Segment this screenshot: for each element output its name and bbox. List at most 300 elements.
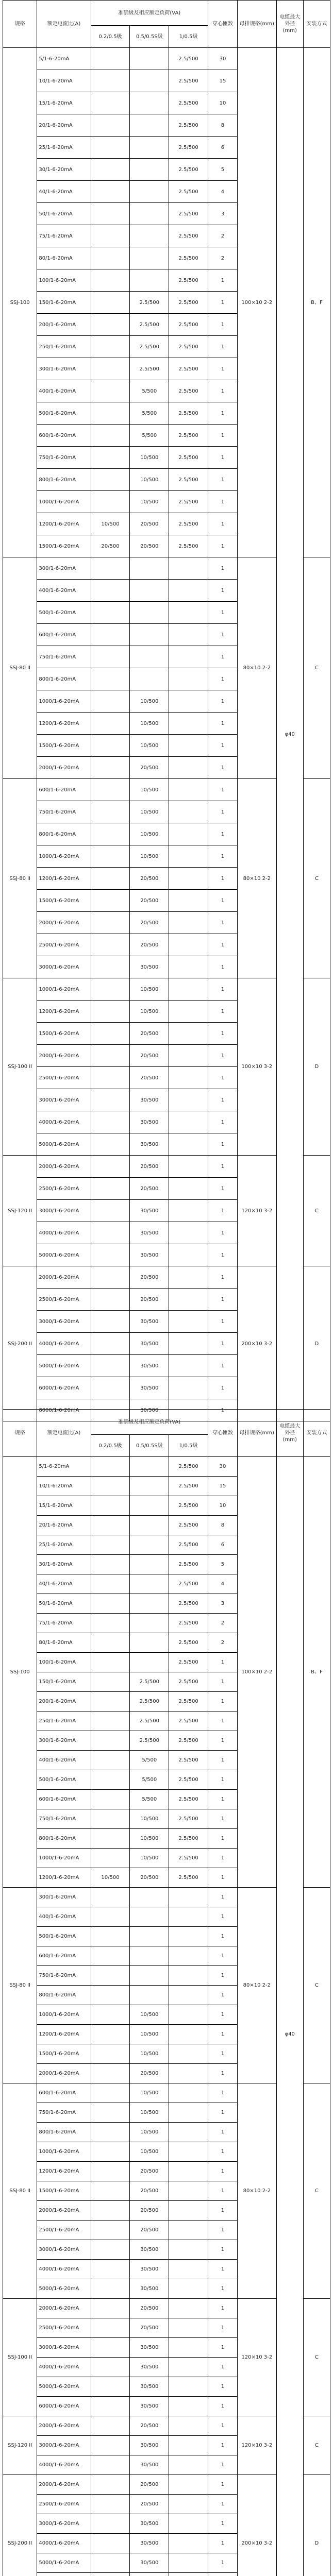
ratio-cell: 2000/1-6-20mA	[37, 1156, 91, 1178]
acc-05-cell: 10/500	[130, 2005, 169, 2025]
ratio-cell: 600/1-6-20mA	[37, 1790, 91, 1809]
acc-02-cell	[91, 2005, 130, 2025]
acc-1-cell: 2.5/500	[169, 269, 208, 292]
acc-02-cell	[91, 181, 130, 203]
turns-cell: 1	[208, 823, 238, 845]
turns-cell: 1	[208, 690, 238, 713]
turns-cell: 30	[208, 48, 238, 70]
ratio-cell: 30/1-6-20mA	[37, 159, 91, 181]
acc-05-cell: 10/500	[130, 2123, 169, 2142]
turns-cell: 8	[208, 114, 238, 137]
ratio-cell: 750/1-6-20mA	[37, 1809, 91, 1829]
turns-cell: 1	[208, 2338, 238, 2358]
acc-02-cell	[91, 491, 130, 513]
turns-cell: 1	[208, 2358, 238, 2377]
acc-02-cell	[91, 425, 130, 447]
ratio-cell: 800/1-6-20mA	[37, 2123, 91, 2142]
ratio-cell: 5000/1-6-20mA	[37, 1244, 91, 1266]
ratio-cell: 1200/1-6-20mA	[37, 2162, 91, 2181]
acc-02-cell	[91, 447, 130, 469]
acc-05-cell: 20/500	[130, 868, 169, 890]
ratio-cell: 1500/1-6-20mA	[37, 2181, 91, 2201]
acc-1-cell	[169, 2358, 208, 2377]
turns-cell: 1	[208, 447, 238, 469]
acc-05-cell: 20/500	[130, 1178, 169, 1200]
ratio-cell: 20/1-6-20mA	[37, 114, 91, 137]
acc-02-cell	[91, 1770, 130, 1790]
acc-1-cell: 2.5/500	[169, 70, 208, 92]
acc-1-cell	[169, 1244, 208, 1266]
acc-05-cell: 30/500	[130, 2260, 169, 2279]
ratio-cell: 150/1-6-20mA	[37, 1672, 91, 1692]
ratio-cell: 1200/1-6-20mA	[37, 2025, 91, 2044]
acc-1-cell: 2.5/500	[169, 1849, 208, 1868]
acc-02-cell	[91, 2553, 130, 2573]
acc-1-cell	[169, 779, 208, 801]
acc-05-cell: 10/500	[130, 978, 169, 1001]
turns-cell: 1	[208, 845, 238, 868]
acc-05-cell: 20/500	[130, 934, 169, 956]
acc-02-cell	[91, 1633, 130, 1653]
acc-1-cell: 2.5/500	[169, 358, 208, 380]
acc-05-cell: 30/500	[130, 1244, 169, 1266]
acc-1-cell	[169, 2083, 208, 2103]
turns-cell: 2	[208, 1614, 238, 1633]
acc-02-cell	[91, 1244, 130, 1266]
header-acc-1: 1/0.5级	[169, 1435, 208, 1457]
turns-cell: 1	[208, 2025, 238, 2044]
acc-05-cell: 20/500	[130, 1067, 169, 1089]
acc-05-cell: 20/500	[130, 535, 169, 557]
ratio-cell: 5/1-6-20mA	[37, 48, 91, 70]
model-cell: SSJ-100	[3, 48, 37, 557]
turns-cell: 1	[208, 956, 238, 978]
ratio-cell: 600/1-6-20mA	[37, 779, 91, 801]
acc-05-cell: 2.5/500	[130, 1692, 169, 1711]
acc-02-cell	[91, 2299, 130, 2318]
acc-02-cell	[91, 934, 130, 956]
ratio-cell: 40/1-6-20mA	[37, 181, 91, 203]
acc-02-cell	[91, 1614, 130, 1633]
acc-05-cell	[130, 1966, 169, 1986]
acc-1-cell	[169, 2064, 208, 2083]
bus-cell: 80×10 2-2	[237, 557, 276, 779]
acc-02-cell	[91, 868, 130, 890]
ratio-cell: 40/1-6-20mA	[37, 1574, 91, 1594]
acc-05-cell: 20/500	[130, 2416, 169, 2436]
acc-02-cell	[91, 1111, 130, 1133]
ratio-cell: 200/1-6-20mA	[37, 314, 91, 336]
ratio-cell: 750/1-6-20mA	[37, 646, 91, 668]
acc-05-cell: 2.5/500	[130, 336, 169, 358]
acc-02-cell	[91, 1555, 130, 1574]
acc-1-cell	[169, 557, 208, 580]
acc-05-cell: 20/500	[130, 2495, 169, 2514]
acc-02-cell	[91, 2240, 130, 2260]
turns-cell: 1	[208, 358, 238, 380]
turns-cell: 1	[208, 1111, 238, 1133]
acc-1-cell	[169, 602, 208, 624]
ratio-cell: 1500/1-6-20mA	[37, 890, 91, 912]
acc-02-cell	[91, 1496, 130, 1516]
turns-cell: 1	[208, 2044, 238, 2064]
acc-02-cell	[91, 1888, 130, 1907]
ratio-cell: 2500/1-6-20mA	[37, 2221, 91, 2240]
ratio-cell: 250/1-6-20mA	[37, 1711, 91, 1731]
acc-1-cell: 2.5/500	[169, 1672, 208, 1692]
turns-cell: 1	[208, 469, 238, 491]
turns-cell: 5	[208, 159, 238, 181]
ratio-cell: 2500/1-6-20mA	[37, 1178, 91, 1200]
acc-02-cell	[91, 1156, 130, 1178]
ratio-cell: 600/1-6-20mA	[37, 425, 91, 447]
header-accuracy: 准确级及相应额定负荷(VA)	[91, 1410, 208, 1435]
acc-02-cell	[91, 2573, 130, 2576]
acc-05-cell	[130, 247, 169, 269]
acc-1-cell	[169, 2495, 208, 2514]
acc-1-cell	[169, 1333, 208, 1355]
acc-1-cell	[169, 2279, 208, 2299]
acc-02-cell	[91, 2416, 130, 2436]
acc-05-cell	[130, 159, 169, 181]
mount-cell: B、F	[303, 48, 330, 557]
turns-cell: 1	[208, 1888, 238, 1907]
ratio-cell: 80/1-6-20mA	[37, 247, 91, 269]
acc-1-cell	[169, 2181, 208, 2201]
acc-02-cell	[91, 48, 130, 70]
acc-02-cell	[91, 2123, 130, 2142]
acc-05-cell: 2.5/500	[130, 1711, 169, 1731]
acc-05-cell: 20/500	[130, 912, 169, 934]
mount-cell: C	[303, 557, 330, 779]
acc-1-cell	[169, 2475, 208, 2495]
acc-05-cell	[130, 1574, 169, 1594]
acc-02-cell	[91, 2338, 130, 2358]
acc-1-cell	[169, 1377, 208, 1399]
acc-1-cell: 2.5/500	[169, 336, 208, 358]
acc-1-cell: 2.5/500	[169, 425, 208, 447]
turns-cell: 1	[208, 1986, 238, 2005]
header-mount: 安装方式	[303, 1410, 330, 1457]
acc-02-cell	[91, 247, 130, 269]
mount-cell: D	[303, 978, 330, 1156]
turns-cell: 1	[208, 1770, 238, 1790]
acc-1-cell	[169, 890, 208, 912]
acc-05-cell: 30/500	[130, 1133, 169, 1156]
turns-cell: 1	[208, 1333, 238, 1355]
ratio-cell: 800/1-6-20mA	[37, 469, 91, 491]
header-bus: 母排规格(mm)	[237, 1410, 276, 1457]
turns-cell: 6	[208, 1535, 238, 1555]
ratio-cell: 4000/1-6-20mA	[37, 2534, 91, 2553]
acc-1-cell	[169, 2162, 208, 2181]
acc-02-cell	[91, 336, 130, 358]
acc-1-cell	[169, 1927, 208, 1946]
acc-02-cell	[91, 92, 130, 114]
bus-cell: 80×10 2-2	[237, 2083, 276, 2299]
turns-cell: 1	[208, 1023, 238, 1045]
ratio-cell: 200/1-6-20mA	[37, 1692, 91, 1711]
acc-1-cell: 2.5/500	[169, 114, 208, 137]
acc-1-cell: 2.5/500	[169, 92, 208, 114]
acc-1-cell: 2.5/500	[169, 203, 208, 225]
ratio-cell: 3000/1-6-20mA	[37, 956, 91, 978]
acc-1-cell	[169, 1222, 208, 1244]
acc-02-cell	[91, 159, 130, 181]
ratio-cell: 600/1-6-20mA	[37, 1946, 91, 1966]
turns-cell: 30	[208, 1457, 238, 1477]
turns-cell: 1	[208, 2103, 238, 2123]
mount-cell: C	[303, 1156, 330, 1266]
acc-05-cell	[130, 1555, 169, 1574]
ratio-cell: 1200/1-6-20mA	[37, 513, 91, 535]
header-acc-02: 0.2/0.5级	[91, 26, 130, 48]
acc-05-cell: 10/500	[130, 491, 169, 513]
acc-02-cell	[91, 292, 130, 314]
acc-1-cell	[169, 2142, 208, 2162]
acc-1-cell: 2.5/500	[169, 1731, 208, 1751]
acc-05-cell	[130, 624, 169, 646]
acc-05-cell: 30/500	[130, 1311, 169, 1333]
acc-1-cell: 2.5/500	[169, 137, 208, 159]
bus-cell: 100×10 2-2	[237, 48, 276, 557]
model-cell: SSJ-100 II	[3, 978, 37, 1156]
turns-cell: 1	[208, 779, 238, 801]
acc-05-cell: 5/500	[130, 425, 169, 447]
bus-cell: 200×10 3-2	[237, 1266, 276, 1421]
acc-02-cell	[91, 1731, 130, 1751]
acc-05-cell: 30/500	[130, 2553, 169, 2573]
acc-1-cell	[169, 1023, 208, 1045]
header-window: 电缆最大外径(mm)	[276, 1410, 303, 1457]
acc-02-cell	[91, 1333, 130, 1355]
ratio-cell: 5000/1-6-20mA	[37, 1355, 91, 1377]
acc-05-cell: 10/500	[130, 2044, 169, 2064]
model-cell: SSJ-100 II	[3, 2299, 37, 2416]
acc-1-cell	[169, 978, 208, 1001]
table-row	[3, 48, 330, 70]
acc-05-cell: 10/500	[130, 469, 169, 491]
acc-05-cell: 20/500	[130, 1023, 169, 1045]
acc-05-cell: 10/500	[130, 1809, 169, 1829]
acc-1-cell	[169, 1289, 208, 1311]
acc-05-cell	[130, 2573, 169, 2576]
turns-cell: 1	[208, 1156, 238, 1178]
acc-05-cell: 20/500	[130, 2299, 169, 2318]
acc-05-cell: 30/500	[130, 2534, 169, 2553]
acc-1-cell	[169, 624, 208, 646]
acc-1-cell	[169, 2123, 208, 2142]
acc-02-cell	[91, 70, 130, 92]
ratio-cell: 5000/1-6-20mA	[37, 2553, 91, 2573]
turns-cell: 1	[208, 2397, 238, 2416]
turns-cell: 4	[208, 1574, 238, 1594]
ratio-cell: 1000/1-6-20mA	[37, 690, 91, 713]
acc-02-cell	[91, 1311, 130, 1333]
acc-05-cell: 10/500	[130, 2025, 169, 2044]
ratio-cell: 1200/1-6-20mA	[37, 1868, 91, 1888]
ratio-cell: 5000/1-6-20mA	[37, 1133, 91, 1156]
ratio-cell: 3000/1-6-20mA	[37, 1089, 91, 1111]
acc-02-cell	[91, 2318, 130, 2338]
ratio-cell: 2500/1-6-20mA	[37, 2495, 91, 2514]
acc-1-cell: 2.5/500	[169, 1770, 208, 1790]
acc-05-cell: 30/500	[130, 1089, 169, 1111]
acc-05-cell: 10/500	[130, 801, 169, 823]
acc-05-cell: 2.5/500	[130, 358, 169, 380]
acc-1-cell: 2.5/500	[169, 181, 208, 203]
ratio-cell: 400/1-6-20mA	[37, 1751, 91, 1770]
model-cell: SSJ-120 II	[3, 2416, 37, 2475]
ratio-cell: 6000/1-6-20mA	[37, 1377, 91, 1399]
acc-1-cell	[169, 2338, 208, 2358]
ratio-cell: 1000/1-6-20mA	[37, 978, 91, 1001]
acc-02-cell	[91, 1089, 130, 1111]
acc-05-cell	[130, 114, 169, 137]
ratio-cell: 3000/1-6-20mA	[37, 2514, 91, 2534]
table-2-body	[3, 1457, 330, 2576]
ratio-cell: 4000/1-6-20mA	[37, 1333, 91, 1355]
ratio-cell: 1000/1-6-20mA	[37, 491, 91, 513]
acc-02-cell	[91, 1849, 130, 1868]
turns-cell: 1	[208, 668, 238, 690]
acc-02-cell	[91, 1023, 130, 1045]
turns-cell: 15	[208, 70, 238, 92]
ratio-cell: 600/1-6-20mA	[37, 2083, 91, 2103]
acc-1-cell	[169, 1001, 208, 1023]
acc-05-cell	[130, 580, 169, 602]
turns-cell: 1	[208, 2005, 238, 2025]
acc-02-cell	[91, 1516, 130, 1535]
acc-1-cell: 2.5/500	[169, 1516, 208, 1535]
acc-05-cell	[130, 1516, 169, 1535]
acc-02-cell	[91, 2514, 130, 2534]
bus-cell: 120×10 3-2	[237, 2299, 276, 2416]
acc-1-cell: 2.5/500	[169, 1809, 208, 1829]
turns-cell: 1	[208, 1355, 238, 1377]
acc-02-cell	[91, 2475, 130, 2495]
turns-cell: 1	[208, 2416, 238, 2436]
turns-cell: 1	[208, 2279, 238, 2299]
acc-1-cell: 2.5/500	[169, 1829, 208, 1849]
bus-cell: 100×10 2-2	[237, 1457, 276, 1888]
turns-cell: 1	[208, 890, 238, 912]
turns-cell: 1	[208, 713, 238, 735]
ratio-cell: 500/1-6-20mA	[37, 402, 91, 425]
ratio-cell: 500/1-6-20mA	[37, 1927, 91, 1946]
bus-cell: 80×10 2-2	[237, 1888, 276, 2083]
acc-05-cell	[130, 1457, 169, 1477]
acc-02-cell	[91, 1355, 130, 1377]
acc-1-cell	[169, 757, 208, 779]
turns-cell: 1	[208, 1868, 238, 1888]
ratio-cell: 2000/1-6-20mA	[37, 757, 91, 779]
acc-05-cell: 20/500	[130, 1868, 169, 1888]
ratio-cell: 2500/1-6-20mA	[37, 1289, 91, 1311]
acc-02-cell	[91, 358, 130, 380]
ratio-cell: 1500/1-6-20mA	[37, 535, 91, 557]
turns-cell: 1	[208, 757, 238, 779]
ratio-cell: 4000/1-6-20mA	[37, 2358, 91, 2377]
acc-1-cell	[169, 801, 208, 823]
turns-cell: 1	[208, 2123, 238, 2142]
ratio-cell: 300/1-6-20mA	[37, 1731, 91, 1751]
acc-1-cell: 2.5/500	[169, 402, 208, 425]
acc-1-cell	[169, 690, 208, 713]
acc-02-cell	[91, 1266, 130, 1289]
ratio-cell: 100/1-6-20mA	[37, 269, 91, 292]
acc-05-cell: 20/500	[130, 757, 169, 779]
turns-cell: 1	[208, 2514, 238, 2534]
acc-02-cell	[91, 1574, 130, 1594]
acc-05-cell: 20/500	[130, 2221, 169, 2240]
turns-cell: 1	[208, 2475, 238, 2495]
acc-1-cell: 2.5/500	[169, 1574, 208, 1594]
turns-cell: 1	[208, 801, 238, 823]
ratio-cell: 100/1-6-20mA	[37, 1653, 91, 1672]
turns-cell: 1	[208, 735, 238, 757]
ratio-cell: 3000/1-6-20mA	[37, 1200, 91, 1222]
acc-1-cell	[169, 2514, 208, 2534]
acc-02-cell	[91, 713, 130, 735]
acc-1-cell: 2.5/500	[169, 535, 208, 557]
acc-05-cell: 30/500	[130, 2377, 169, 2397]
acc-1-cell	[169, 2025, 208, 2044]
turns-cell: 1	[208, 1200, 238, 1222]
mount-cell: D	[303, 1266, 330, 1421]
turns-cell: 1	[208, 2142, 238, 2162]
model-cell: SSJ-80 II	[3, 1888, 37, 2083]
acc-02-cell	[91, 2181, 130, 2201]
turns-cell: 1	[208, 1178, 238, 1200]
turns-cell: 1	[208, 535, 238, 557]
turns-cell: 1	[208, 1067, 238, 1089]
acc-05-cell	[130, 1927, 169, 1946]
header-window: 电缆最大外径(mm)	[276, 1, 303, 48]
acc-05-cell: 30/500	[130, 2358, 169, 2377]
acc-02-cell	[91, 1067, 130, 1089]
acc-1-cell	[169, 1966, 208, 1986]
acc-02-cell	[91, 380, 130, 402]
turns-cell: 1	[208, 1244, 238, 1266]
acc-02-cell	[91, 2083, 130, 2103]
acc-05-cell: 20/500	[130, 2181, 169, 2201]
acc-05-cell	[130, 1907, 169, 1927]
turns-cell: 1	[208, 602, 238, 624]
acc-1-cell: 2.5/500	[169, 1457, 208, 1477]
mount-cell: C	[303, 2299, 330, 2416]
ratio-cell: 3000/1-6-20mA	[37, 2436, 91, 2455]
ratio-cell: 5/1-6-20mA	[37, 1457, 91, 1477]
ratio-cell: 2500/1-6-20mA	[37, 2318, 91, 2338]
acc-02-cell	[91, 2358, 130, 2377]
ratio-cell: 1200/1-6-20mA	[37, 713, 91, 735]
acc-05-cell	[130, 1614, 169, 1633]
turns-cell: 1	[208, 1399, 238, 1421]
ratio-cell: 2000/1-6-20mA	[37, 1045, 91, 1067]
acc-05-cell: 10/500	[130, 447, 169, 469]
acc-1-cell	[169, 1045, 208, 1067]
ratio-cell: 2000/1-6-20mA	[37, 2201, 91, 2221]
acc-1-cell	[169, 1946, 208, 1966]
ratio-cell: 600/1-6-20mA	[37, 624, 91, 646]
turns-cell: 1	[208, 1377, 238, 1399]
ratio-cell: 4000/1-6-20mA	[37, 1111, 91, 1133]
turns-cell: 1	[208, 1790, 238, 1809]
ratio-cell: 5000/1-6-20mA	[37, 2377, 91, 2397]
ratio-cell: 400/1-6-20mA	[37, 580, 91, 602]
acc-05-cell: 10/500	[130, 1829, 169, 1849]
